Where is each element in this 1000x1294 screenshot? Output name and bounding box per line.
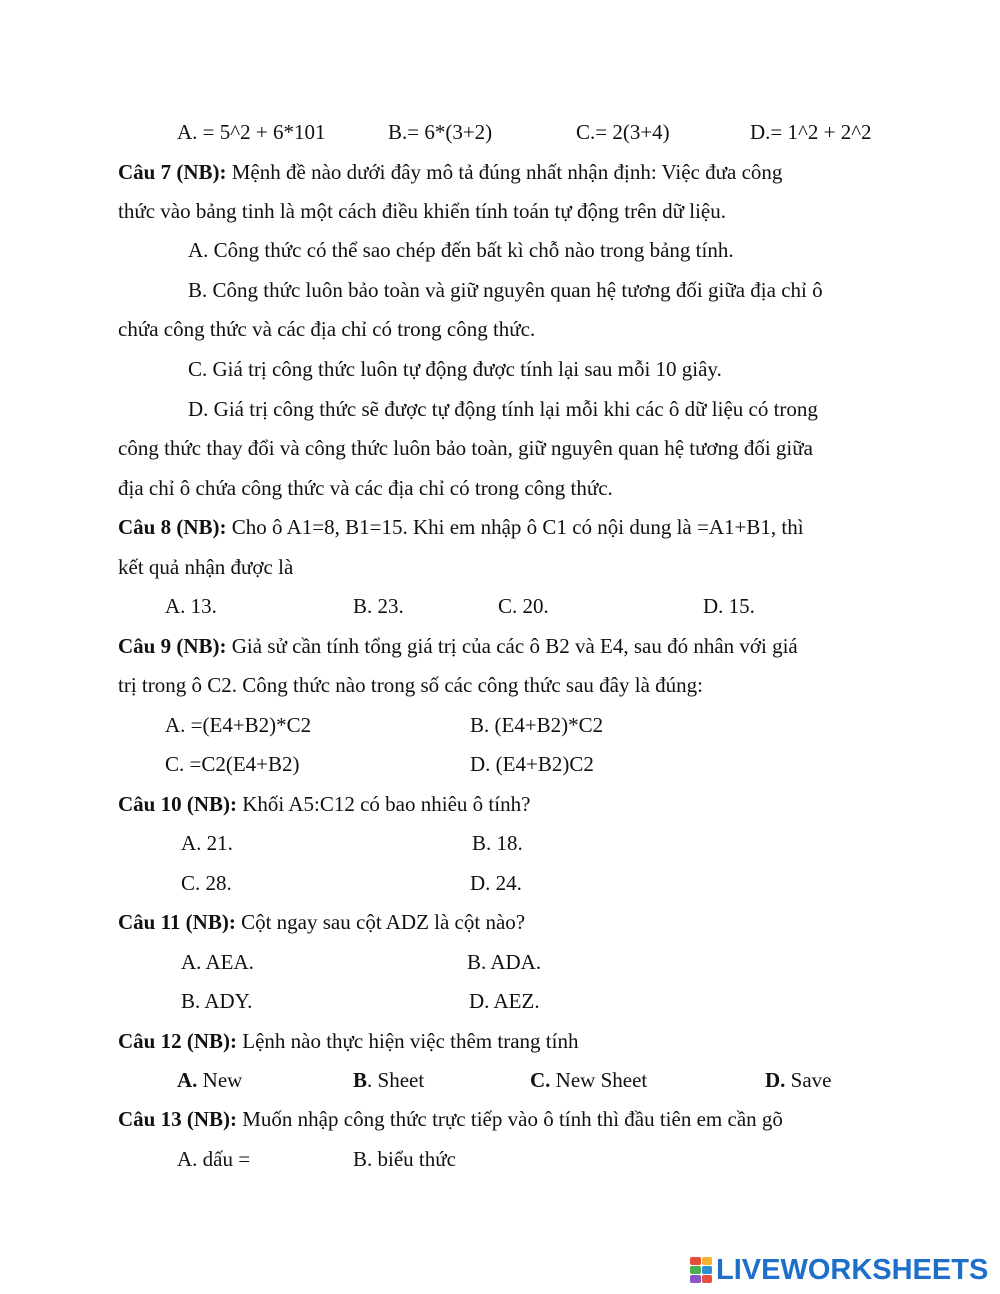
q13-option-b[interactable]: B. biểu thức — [353, 1147, 456, 1171]
q12-option-d[interactable] — [765, 1068, 832, 1092]
q7-text: Mệnh đề nào dưới đây mô tả đúng nhất nhận định: Việc đưa công — [226, 160, 783, 184]
q10-option-d[interactable]: D. 24. — [470, 871, 522, 895]
q8-option-d[interactable]: D. 15. — [703, 594, 755, 618]
q11-text: Cột ngay sau cột ADZ là cột nào? — [235, 910, 526, 934]
q13-option-a[interactable]: A. dấu = — [177, 1147, 251, 1171]
q9-option-c[interactable]: C. =C2(E4+B2) — [165, 752, 300, 776]
q6-option-a[interactable]: A. = 5^2 + 6*101 — [177, 120, 326, 144]
q13-question — [118, 1107, 783, 1131]
q8-label: Câu 8 (NB): — [118, 515, 227, 539]
liveworksheets-mark-icon — [690, 1257, 712, 1283]
logo-text: LIVEWORKSHEETS — [716, 1253, 989, 1286]
q7-option-a[interactable]: A. Công thức có thể sao chép đến bất kì chỗ nào trong bảng tính. — [188, 238, 734, 262]
q12-question — [118, 1029, 578, 1053]
q13-label: Câu 13 (NB): — [118, 1107, 237, 1131]
q8-text-line-2: kết quả nhận được là — [118, 555, 294, 579]
q10-question — [118, 792, 530, 816]
q12-option-c-letter: C. — [530, 1068, 551, 1092]
q8-text: Cho ô A1=8, B1=15. Khi em nhập ô C1 có nội dung là =A1+B1, thì — [226, 515, 804, 539]
q12-option-b-text: . Sheet — [367, 1068, 425, 1092]
logo-block-6 — [702, 1275, 713, 1283]
q7-option-c[interactable]: C. Giá trị công thức luôn tự động được tính lại sau mỗi 10 giây. — [188, 357, 722, 381]
q7-question — [118, 160, 782, 184]
q7-option-b-line-2: chứa công thức và các địa chỉ có trong công thức. — [118, 317, 536, 341]
q9-option-d[interactable]: D. (E4+B2)C2 — [470, 752, 594, 776]
q11-option-d[interactable]: D. AEZ. — [469, 989, 540, 1013]
q9-text: Giả sử cần tính tổng giá trị của các ô B2 và E4, sau đó nhân với giá — [226, 634, 798, 658]
q6-option-b[interactable]: B.= 6*(3+2) — [388, 120, 493, 144]
q10-option-b[interactable]: B. 18. — [472, 831, 523, 855]
q6-option-c[interactable]: C.= 2(3+4) — [576, 120, 670, 144]
q10-option-c[interactable]: C. 28. — [181, 871, 232, 895]
q12-option-c-text: New Sheet — [550, 1068, 648, 1092]
logo-block-2 — [702, 1257, 713, 1265]
q12-option-d-letter: D. — [765, 1068, 786, 1092]
q13-text: Muốn nhập công thức trực tiếp vào ô tính thì đầu tiên em cần gõ — [237, 1107, 783, 1131]
q7-label: Câu 7 (NB): — [118, 160, 227, 184]
q10-text: Khối A5:C12 có bao nhiêu ô tính? — [237, 792, 531, 816]
q8-option-a[interactable]: A. 13. — [165, 594, 217, 618]
q9-option-b[interactable]: B. (E4+B2)*C2 — [470, 713, 604, 737]
q8-option-c[interactable]: C. 20. — [498, 594, 549, 618]
q9-text-line-2: trị trong ô C2. Công thức nào trong số các công thức sau đây là đúng: — [118, 673, 703, 697]
q12-option-c[interactable] — [530, 1068, 647, 1092]
q12-text: Lệnh nào thực hiện việc thêm trang tính — [237, 1029, 579, 1053]
logo-block-4 — [702, 1266, 713, 1274]
q10-label: Câu 10 (NB): — [118, 792, 237, 816]
q7-option-d[interactable]: D. Giá trị công thức sẽ được tự động tính lại mỗi khi các ô dữ liệu có trong — [188, 397, 818, 421]
q7-option-b[interactable]: B. Công thức luôn bảo toàn và giữ nguyên quan hệ tương đối giữa địa chỉ ô — [188, 278, 823, 302]
q11-option-c[interactable]: B. ADY. — [181, 989, 253, 1013]
q11-option-a[interactable]: A. AEA. — [181, 950, 254, 974]
q7-text-line-2: thức vào bảng tinh là một cách điều khiển tính toán tự động trên dữ liệu. — [118, 199, 727, 223]
q8-option-b[interactable]: B. 23. — [353, 594, 404, 618]
q11-option-b[interactable]: B. ADA. — [467, 950, 542, 974]
liveworksheets-logo — [690, 1253, 988, 1287]
q9-option-a[interactable]: A. =(E4+B2)*C2 — [165, 713, 312, 737]
q9-label: Câu 9 (NB): — [118, 634, 227, 658]
q12-option-b[interactable] — [353, 1068, 424, 1092]
q11-label: Câu 11 (NB): — [118, 910, 236, 934]
q12-option-b-letter: B — [353, 1068, 368, 1092]
q8-question — [118, 515, 804, 539]
q12-option-d-text: Save — [785, 1068, 832, 1092]
q10-option-a[interactable]: A. 21. — [181, 831, 233, 855]
logo-block-1 — [690, 1257, 701, 1265]
q12-option-a[interactable] — [177, 1068, 242, 1092]
q6-option-d[interactable]: D.= 1^2 + 2^2 — [750, 120, 872, 144]
q12-option-a-text: New — [197, 1068, 243, 1092]
q7-option-d-line-2: công thức thay đổi và công thức luôn bảo toàn, giữ nguyên quan hệ tương đối giữa — [118, 436, 813, 460]
q11-question — [118, 910, 525, 934]
q12-label: Câu 12 (NB): — [118, 1029, 237, 1053]
q12-option-a-letter: A. — [177, 1068, 198, 1092]
logo-block-3 — [690, 1266, 701, 1274]
q7-option-d-line-3: địa chỉ ô chứa công thức và các địa chỉ có trong công thức. — [118, 476, 613, 500]
q9-question — [118, 634, 798, 658]
logo-block-5 — [690, 1275, 701, 1283]
